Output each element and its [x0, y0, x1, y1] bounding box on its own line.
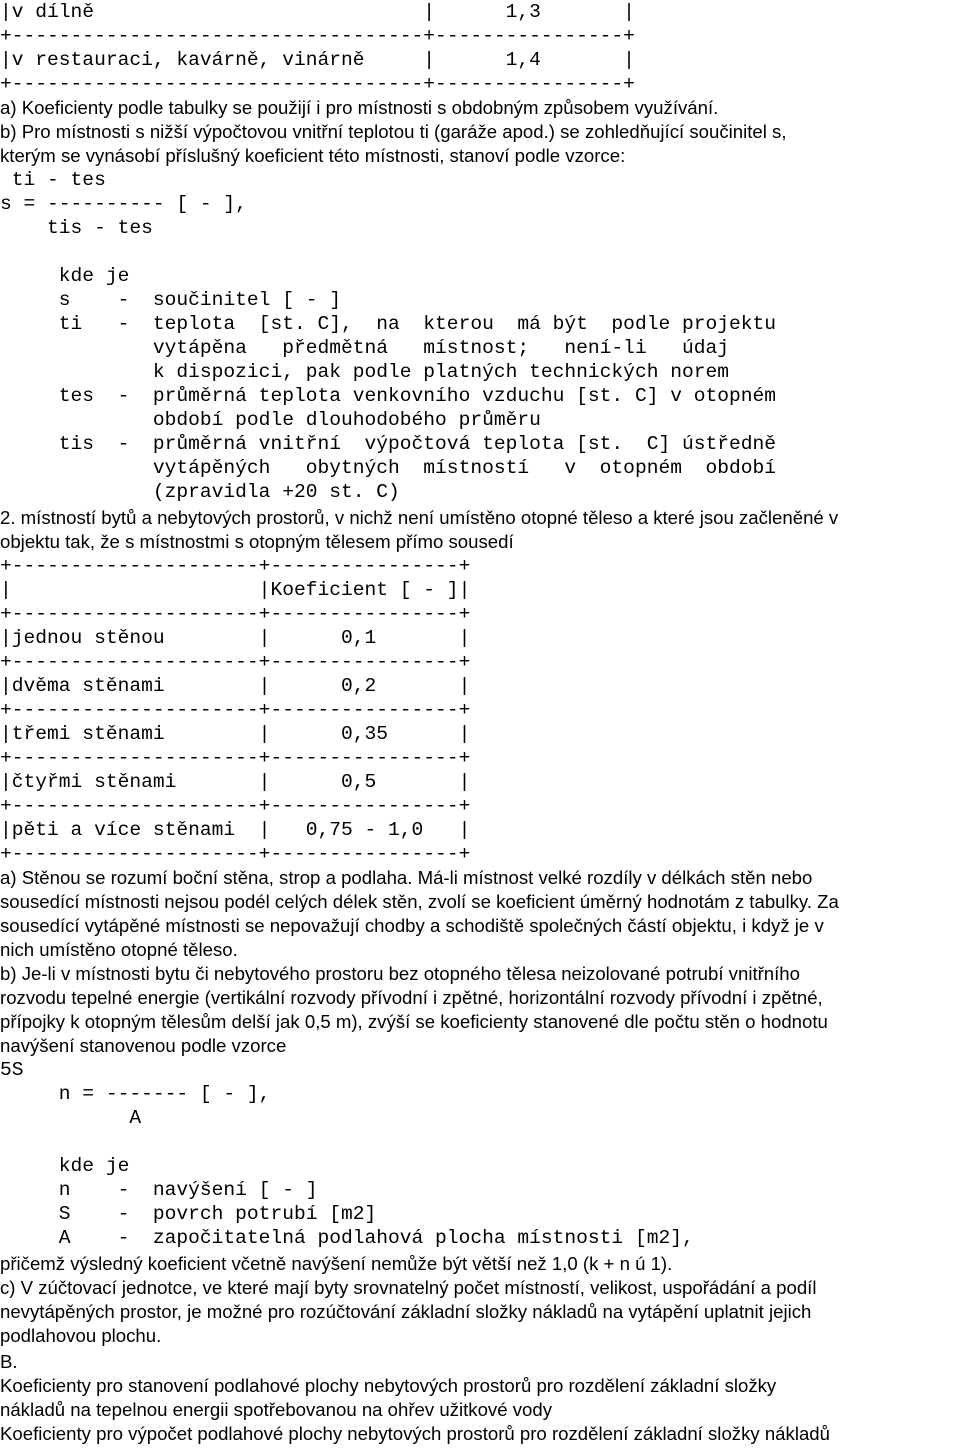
formula-line: ti - tes — [0, 169, 106, 191]
legend-line: vytápěných obytných místností v otopném období — [0, 457, 777, 479]
paragraph-line: nákladů na tepelnou energii spotřebovanou na ohřev užitkové vody — [0, 1399, 553, 1420]
table-header: | |Koeficient [ - ]| — [0, 579, 471, 601]
note-b-line1: b) Pro místnosti s nižší výpočtovou vnitřní teplotou ti (garáže apod.) se zohledňující součinitel s, — [0, 121, 787, 142]
section-heading: B. — [0, 1351, 18, 1372]
paragraph-line: nevytápěných prostor, je možné pro rozúčtování základní složky nákladů na vytápění uplatnit jejich — [0, 1301, 812, 1322]
formula-line: 5S — [0, 1059, 24, 1081]
note-line: b) Je-li v místnosti bytu či nebytového prostoru bez otopného tělesa neizolované potrubí vnitřního — [0, 963, 800, 984]
legend-line: ti - teplota [st. C], na kterou má být podle projektu — [0, 313, 777, 335]
section-2-line1: 2. místností bytů a nebytových prostorů, v nichž není umístěno otopné těleso a které jsou začleněné v — [0, 507, 839, 528]
table-row: |jednou stěnou | 0,1 | — [0, 627, 471, 649]
note-line: sousedící místnosti nejsou podél celých délek stěn, zvolí se koeficient úměrný hodnotám z tabulky. Za — [0, 891, 839, 912]
table-border: +---------------------+----------------+ — [0, 603, 471, 625]
legend-line: kde je — [0, 1155, 130, 1177]
paragraph-line: Koeficienty pro výpočet podlahové plochy nebytových prostorů pro rozdělení základní složky nákladů — [0, 1423, 830, 1444]
formula-line: tis - tes — [0, 217, 153, 239]
formula-line: n = ------- [ - ], — [0, 1083, 271, 1105]
table-border: +-----------------------------------+----------------+ — [0, 73, 635, 95]
note-line: navýšení stanovenou podle vzorce — [0, 1035, 287, 1056]
legend-line: A - započitatelná podlahová plocha místnosti [m2], — [0, 1227, 694, 1249]
table-row: |v dílně | 1,3 | — [0, 1, 635, 23]
table-row: |čtyřmi stěnami | 0,5 | — [0, 771, 471, 793]
legend-line: (zpravidla +20 st. C) — [0, 481, 400, 503]
section-2-line2: objektu tak, že s místnostmi s otopným tělesem přímo sousedí — [0, 531, 514, 552]
note-a: a) Koeficienty podle tabulky se použijí i pro místnosti s obdobným způsobem využívání. — [0, 97, 719, 118]
legend-line: období podle dlouhodobého průměru — [0, 409, 541, 431]
table-row: |pěti a více stěnami | 0,75 - 1,0 | — [0, 819, 471, 841]
table-row: |dvěma stěnami | 0,2 | — [0, 675, 471, 697]
paragraph-line: c) V zúčtovací jednotce, ve které mají byty srovnatelný počet místností, velikost, uspořádání a podíl — [0, 1277, 817, 1298]
paragraph-line: přičemž výsledný koeficient včetně navýšení nemůže být větší než 1,0 (k + n ú 1). — [0, 1253, 673, 1274]
note-line: a) Stěnou se rozumí boční stěna, strop a podlaha. Má-li místnost velké rozdíly v délkách stěn nebo — [0, 867, 813, 888]
legend-line: s - součinitel [ - ] — [0, 289, 341, 311]
table-border: +---------------------+----------------+ — [0, 699, 471, 721]
legend-line: tis - průměrná vnitřní výpočtová teplota [st. C] ústředně — [0, 433, 777, 455]
note-line: sousedící vytápěné místnosti se nepovažují chodby a schodiště společných částí objektu, i když je v — [0, 915, 824, 936]
note-line: přípojky k otopným tělesům delší jak 0,5 m), zvýší se koeficienty stanovené dle počtu stěn o hodnotu — [0, 1011, 828, 1032]
note-line: nich umístěno otopné těleso. — [0, 939, 238, 960]
table-border: +---------------------+----------------+ — [0, 843, 471, 865]
legend-line: k dispozici, pak podle platných technických norem — [0, 361, 730, 383]
formula-line: s = ---------- [ - ], — [0, 193, 247, 215]
table-border: +---------------------+----------------+ — [0, 747, 471, 769]
note-line: rozvodu tepelné energie (vertikální rozvody přívodní i zpětné, horizontální rozvody přívodní i zpětné, — [0, 987, 823, 1008]
legend-line: vytápěna předmětná místnost; není-li údaj — [0, 337, 730, 359]
table-border: +-----------------------------------+----------------+ — [0, 25, 635, 47]
table-row: |v restauraci, kavárně, vinárně | 1,4 | — [0, 49, 635, 71]
table-border: +---------------------+----------------+ — [0, 555, 471, 577]
paragraph-line: podlahovou plochu. — [0, 1325, 162, 1346]
table-border: +---------------------+----------------+ — [0, 651, 471, 673]
formula-line: A — [0, 1107, 142, 1129]
table-row: |třemi stěnami | 0,35 | — [0, 723, 471, 745]
table-border: +---------------------+----------------+ — [0, 795, 471, 817]
paragraph-line: Koeficienty pro stanovení podlahové plochy nebytových prostorů pro rozdělení základní složky — [0, 1375, 777, 1396]
legend-line: tes - průměrná teplota venkovního vzduchu [st. C] v otopném — [0, 385, 777, 407]
legend-line: kde je — [0, 265, 130, 287]
legend-line: S - povrch potrubí [m2] — [0, 1203, 377, 1225]
legend-line: n - navýšení [ - ] — [0, 1179, 318, 1201]
note-b-line2: kterým se vynásobí příslušný koeficient této místnosti, stanoví podle vzorce: — [0, 145, 626, 166]
